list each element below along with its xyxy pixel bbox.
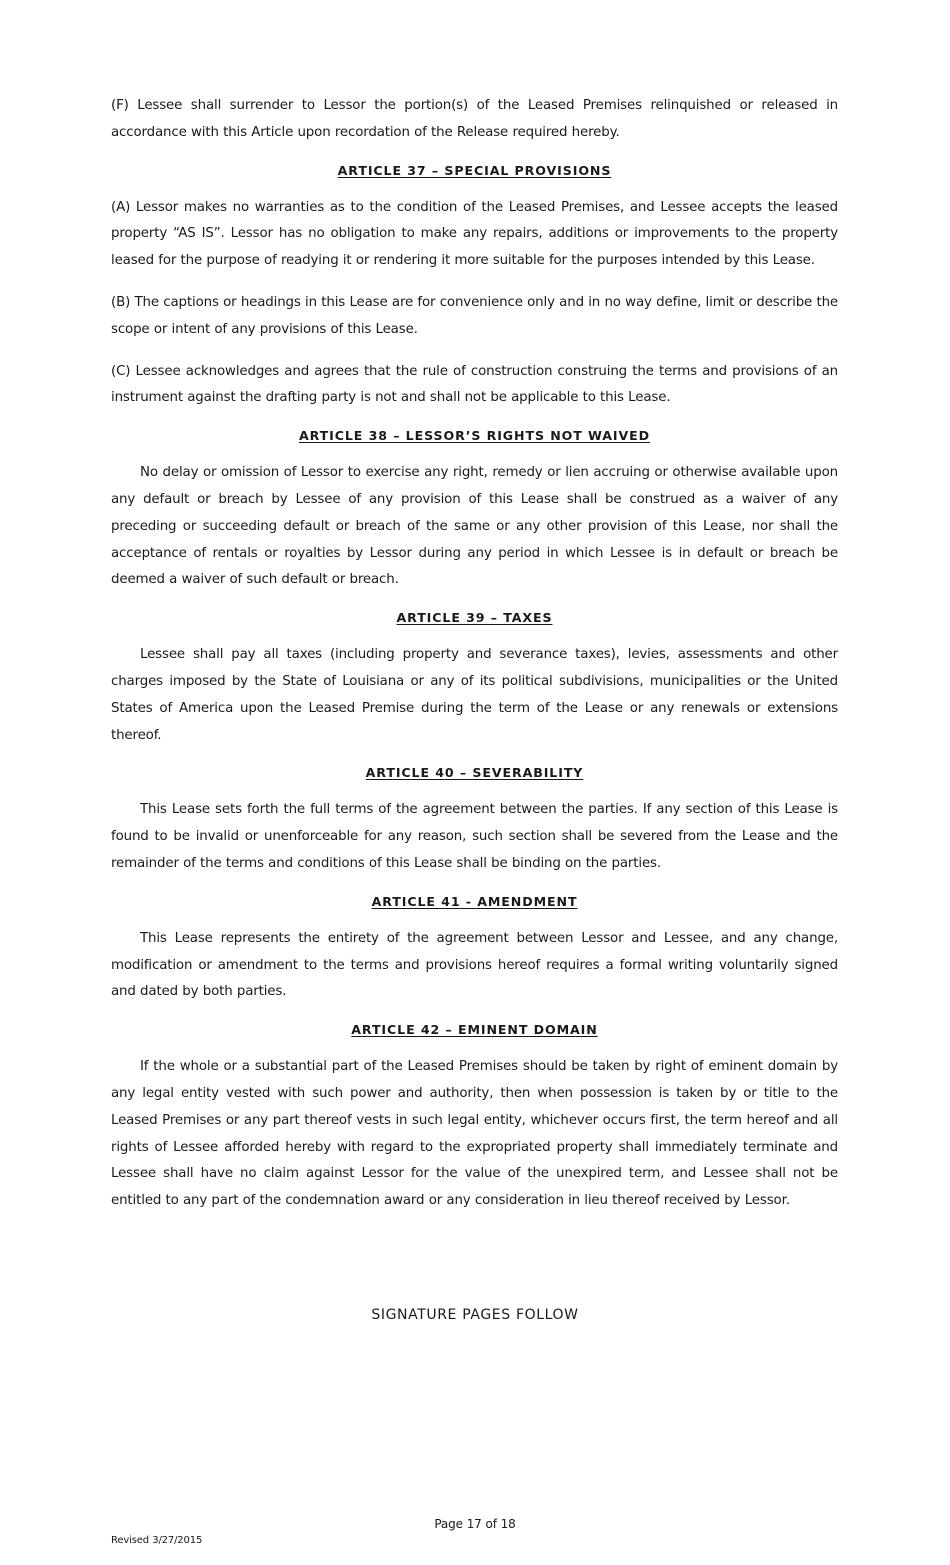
heading-article-37: ARTICLE 37 – SPECIAL PROVISIONS (337, 162, 612, 178)
paragraph-article-42: If the whole or a substantial part of the Leased Premises should be taken by right of eminent domain by any legal entity vested with such power and authority, then when possession is taken by or title to the Leased Premises or any part thereof vests in such legal entity, whichever occurs first, the term hereof and all rights of Lessee afforded hereby with regard to the expropriated property shall immediately terminate and Lessee shall have no claim against Lessor for the value of the unexpired term, and Lessee shall not be entitled to any part of the condemnation award or any consideration in lieu thereof received by Lessor. (111, 1059, 838, 1209)
paragraph-article-40: This Lease sets forth the full terms of the agreement between the parties. If any section of this Lease is found to be invalid or unenforceable for any reason, such section shall be severed from the Lease and the remainder of the terms and conditions of this Lease shall be binding on the parties. (111, 802, 838, 871)
page-number: Page 17 of 18 (434, 1517, 516, 1531)
paragraph-article-37-b: (B) The captions or headings in this Lease are for convenience only and in no way define, limit or describe the scope or intent of any provisions of this Lease. (111, 294, 838, 337)
heading-article-39: ARTICLE 39 – TAXES (396, 610, 553, 626)
heading-article-40: ARTICLE 40 – SEVERABILITY (365, 765, 584, 781)
paragraph-article-39: Lessee shall pay all taxes (including property and severance taxes), levies, assessments and other charges imposed by the State of Louisiana or any of its political subdivisions, municipalities or the United States of America upon the Leased Premise during the term of the Lease or any renewals or extensions thereof. (111, 647, 838, 743)
paragraph-article-38: No delay or omission of Lessor to exercise any right, remedy or lien accruing or otherwise available upon any default or breach by Lessee of any provision of this Lease shall be construed as a waiver of any preceding or succeeding default or breach of the same or any other provision of this Lease, nor shall the acceptance of rentals or royalties by Lessor during any period in which Lessee is in default or breach be deemed a waiver of such default or breach. (111, 465, 838, 588)
heading-article-38: ARTICLE 38 – LESSOR’S RIGHTS NOT WAIVED (298, 428, 651, 444)
paragraph-article-37-c: (C) Lessee acknowledges and agrees that the rule of construction construing the terms and provisions of an instrument against the drafting party is not and shall not be applicable to this Lease. (111, 363, 838, 406)
paragraph-article-41: This Lease represents the entirety of the agreement between Lessor and Lessee, and any change, modification or amendment to the terms and provisions hereof requires a formal writing voluntarily signed and dated by both parties. (111, 930, 838, 1000)
revision-date: Revised 3/27/2015 (111, 1535, 203, 1546)
paragraph-article-36-f: (F) Lessee shall surrender to Lessor the portion(s) of the Leased Premises relinquished or released in accordance with this Article upon recordation of the Release required hereby. (111, 98, 838, 140)
heading-article-41: ARTICLE 41 - AMENDMENT (371, 893, 578, 909)
paragraph-article-37-a: (A) Lessor makes no warranties as to the condition of the Leased Premises, and Lessee accepts the leased property “AS IS”. Lessor has no obligation to make any repairs, additions or improvements to the property leased for the purpose of readying it or rendering it more suitable for the purposes intended by this Lease. (111, 199, 838, 269)
signature-pages-notice: SIGNATURE PAGES FOLLOW (371, 1307, 579, 1323)
document-body (111, 93, 838, 1215)
heading-article-42: ARTICLE 42 – EMINENT DOMAIN (351, 1022, 598, 1038)
